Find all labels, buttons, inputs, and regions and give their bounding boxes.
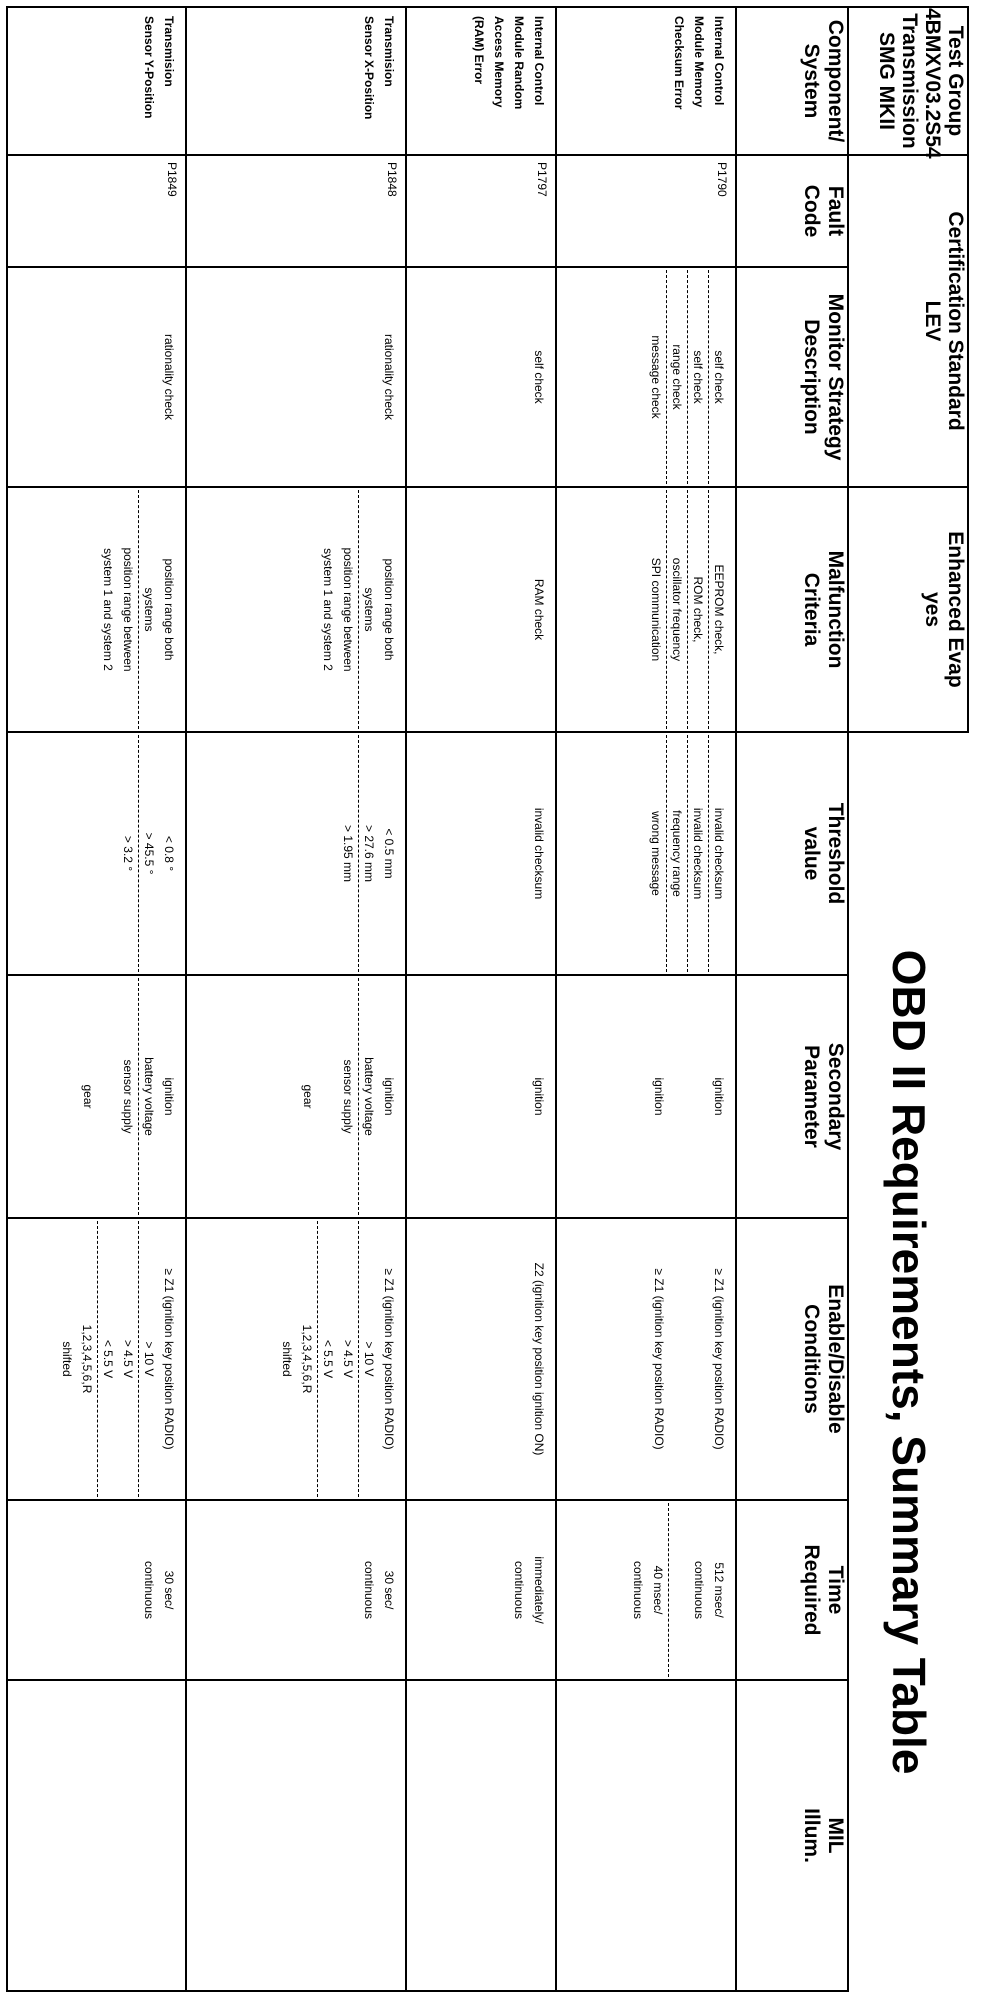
evap-cell [848, 487, 968, 732]
mil-cell [186, 1680, 406, 1991]
mil-cell [556, 1680, 736, 1991]
evap-value: yes [921, 591, 944, 628]
time-cell: 30 sec/ continuous [7, 1500, 186, 1680]
threshold-cell: < 0.8 ° > 45.5 ° > 3.2 ° [7, 732, 186, 975]
criteria-cell: position range both systems position range between system 1 and system 2 [186, 487, 406, 732]
criteria-cell: position range both systems position range between system 1 and system 2 [7, 487, 186, 732]
header-row [848, 7, 968, 1991]
enable-cell: ≥ Z1 (ignition key position RADIO) ≥ Z1 (ignition key position RADIO) [556, 1218, 736, 1500]
col-secondary: Secondary Parameter [736, 975, 848, 1218]
table-row [7, 7, 186, 1991]
component-cell: Transmision Sensor X-Position [186, 7, 406, 155]
component-cell: Transmision Sensor Y-Position [7, 7, 186, 155]
mil-cell [406, 1680, 556, 1991]
col-threshold: Threshold value [736, 732, 848, 975]
criteria-cell: EEPROM check, ROM check, oscillator frequency SPI communication [556, 487, 736, 732]
mil-cell [7, 1680, 186, 1991]
strategy-cell: rationality check [7, 267, 186, 487]
component-cell: Internal Control Module Memory Checksum Error [556, 7, 736, 155]
time-cell: immediately/ continuous [406, 1500, 556, 1680]
table-row [556, 7, 736, 1991]
enable-cell: Z2 (ignition key position ignition ON) [406, 1218, 556, 1500]
page-title: OBD II Requirements, Summary Table [883, 949, 935, 1775]
test-group-cell [848, 7, 968, 159]
threshold-cell: < 0.5 mm > 27.6 mm > 1.95 mm [186, 732, 406, 975]
col-mil: MIL Illum. [736, 1680, 848, 1991]
criteria-cell: RAM check [406, 487, 556, 732]
enable-cell: ≥ Z1 (ignition key position RADIO) > 10 V > 4.5 V < 5.5 V 1,2,3,4,5,6,R shifted [186, 1218, 406, 1500]
table-row [186, 7, 406, 1991]
fault-code-cell: P1849 [7, 155, 186, 267]
title-cell [848, 732, 968, 1991]
time-cell: 512 msec/ continuous 40 msec/ continuous [556, 1500, 736, 1680]
fault-code-cell: P1797 [406, 155, 556, 267]
col-criteria: Malfunction Criteria [736, 487, 848, 732]
time-cell: 30 sec/ continuous [186, 1500, 406, 1680]
certification-cell [848, 155, 968, 487]
col-time: Time Required [736, 1500, 848, 1680]
test-group-id: 4BMXV03.2S54 [921, 8, 944, 159]
secondary-cell: ignition battery voltage sensor supply gear [7, 975, 186, 1218]
col-enable: Enable/Disable Conditions [736, 1218, 848, 1500]
component-cell: Internal Control Module Random Access Memory (RAM) Error [406, 7, 556, 155]
test-group-system: Transmission [898, 13, 921, 149]
fault-code-cell: P1848 [186, 155, 406, 267]
threshold-cell: invalid checksum invalid checksum frequency range wrong message [556, 732, 736, 975]
certification-label: Certification Standard [944, 211, 967, 431]
secondary-cell: ignition battery voltage sensor supply gear [186, 975, 406, 1218]
fault-code-cell: P1790 [556, 155, 736, 267]
test-group-label: Test Group [944, 25, 967, 137]
evap-label: Enhanced Evap [944, 531, 967, 688]
col-fault-code: Fault Code [736, 155, 848, 267]
col-strategy: Monitor Strategy Description [736, 267, 848, 487]
secondary-cell: ignition ignition [556, 975, 736, 1218]
test-group-model: SMG MKII [875, 32, 898, 130]
column-header-row [736, 7, 848, 1991]
secondary-cell: ignition [406, 975, 556, 1218]
col-component: Component/ System [736, 7, 848, 155]
threshold-cell: invalid checksum [406, 732, 556, 975]
strategy-cell: self check [406, 267, 556, 487]
strategy-cell: rationality check [186, 267, 406, 487]
strategy-cell: self check self check range check message check [556, 267, 736, 487]
certification-value: LEV [921, 300, 944, 342]
enable-cell: ≥ Z1 (ignition key position RADIO) > 10 V > 4.5 V < 5.5 V 1,2,3,4,5,6,R shifted [7, 1218, 186, 1500]
obd-summary-table [6, 6, 969, 1992]
table-row [406, 7, 556, 1991]
